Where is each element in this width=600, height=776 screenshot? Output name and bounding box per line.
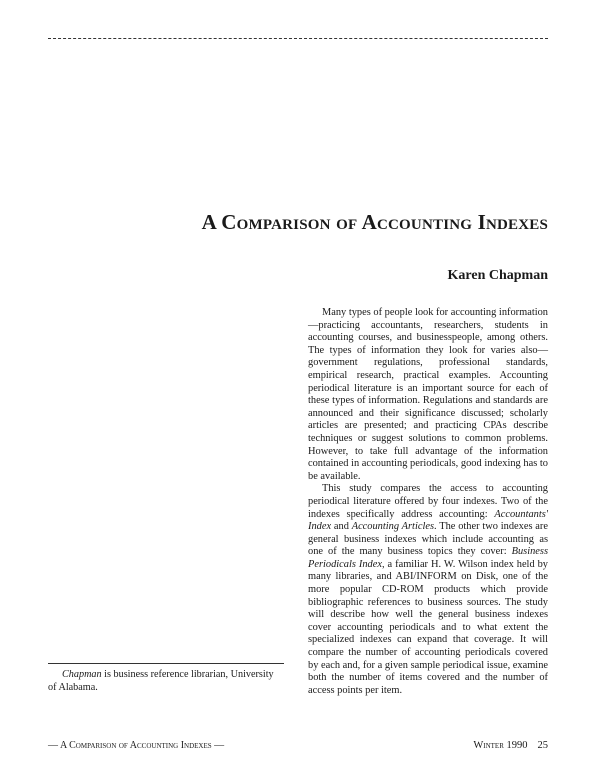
index-name-accounting-articles: Accounting Articles [351,521,434,533]
body-column [308,307,548,697]
p2-text-d: , a familiar H. W. Wilson index held by many libraries, and ABI/INFORM on Disk, one of the more popular CD-ROM products which provide bibliographic references to business sources. The study will describe how well the general business indexes cover accounting periodicals and to what extent the specialized indexes can expand that coverage. It will compare the number of accounting periodicals covered by each and, for a given sample periodical issue, examine both the number of items covered and the number of access points per item. [308,558,548,696]
running-title: — A Comparison of Accounting Indexes — [48,740,225,751]
index-name-bpi: Business Periodicals Index [308,546,548,570]
p2-text-c: . The other two indexes are general business indexes which include accounting as one of the many business topics they cover: [308,521,548,558]
page-footer [400,740,548,751]
footnote-rule [48,663,284,664]
author-name: Karen Chapman [447,268,548,283]
top-rule [48,38,548,39]
p2-text-a: This study compares the access to accounting periodical literature offered by four indexes. Two of the indexes specifically address accounting: [308,483,548,520]
footnote-text: is business reference librarian, University of Alabama. [48,669,274,693]
article-title: A Comparison of Accounting Indexes [201,210,548,234]
body-paragraph-1: Many types of people look for accounting information—practicing accountants, researchers, students in accounting courses, and businesspeople, among others. The types of information they look for varies also—government regulations, professional standards, empirical research, practical examples. Accounting periodical literature is an important source for each of these types of information. Regulations and standards are announced and their significance discussed; scholarly articles are presented; and practicing CPAs describe techniques or suggest solutions to common problems. However, to take full advantage of the information contained in accounting periodicals, good indexing has to be available. [308,307,548,482]
index-name-accountants: Accountants' Index [308,508,548,533]
page-number: 25 [537,740,548,751]
footnote-author-name: Chapman [62,669,102,680]
author-footnote [48,669,284,694]
body-paragraph-2 [308,483,548,697]
p2-text-b: and [331,521,352,533]
issue-label: Winter 1990 [473,740,528,751]
